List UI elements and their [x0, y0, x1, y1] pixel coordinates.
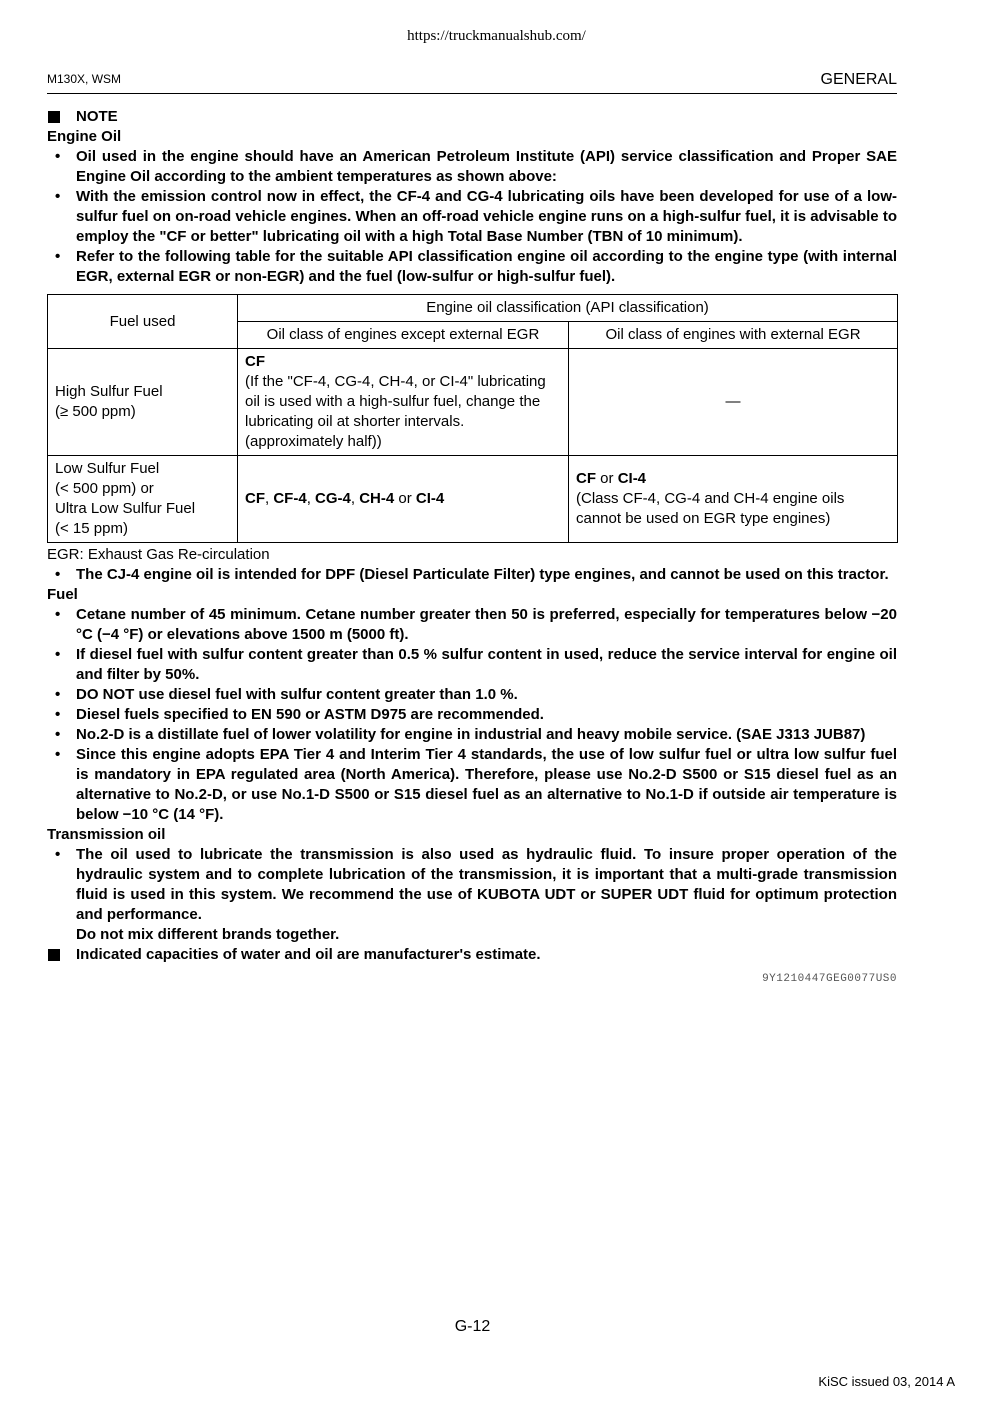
engine-oil-title: Engine Oil — [47, 128, 122, 145]
cj4-list — [47, 565, 897, 585]
header-rule — [47, 93, 897, 94]
list-item: • DO NOT use diesel fuel with sulfur content greater than 1.0 %. — [55, 686, 518, 703]
header-oil-classification: Engine oil classification (API classification) — [238, 295, 898, 322]
capacities-note: Indicated capacities of water and oil are manufacturer's estimate. — [47, 945, 897, 965]
bullet-icon: • — [55, 706, 61, 723]
except-egr-cell: CF (If the "CF-4, CG-4, CH-4, or CI-4" lubricating oil is used with a high-sulfur fuel, change the lubricating oil at shorter intervals. (approximately half)) — [238, 349, 569, 456]
document-code: 9Y1210447GEG0077US0 — [762, 973, 897, 985]
transmission-title: Transmission oil — [47, 826, 166, 843]
list-item: • The CJ-4 engine oil is intended for DPF (Diesel Particulate Filter) type engines, and cannot be used on this tractor. — [55, 566, 889, 583]
fuel-title: Fuel — [47, 586, 78, 603]
header-except-external-egr: Oil class of engines except external EGR — [238, 322, 569, 349]
list-item: • The oil used to lubricate the transmission is also used as hydraulic fluid. To insure proper operation of the hydraulic system and to complete lubrication of the transmission, it is important that a multi-grade transmission fluid is used in this system. We recommend the use of KUBOTA UDT or SUPER UDT fluid for optimum protection and performance. Do not mix different brands together. — [55, 846, 897, 943]
list-item: • If diesel fuel with sulfur content greater than 0.5 % sulfur content in used, reduce the service interval for engine oil and filter by 50%. — [55, 646, 897, 683]
engine-oil-list — [47, 147, 897, 287]
except-egr-cell: CF, CF-4, CG-4, CH-4 or CI-4 — [238, 456, 569, 543]
egr-footnote: EGR: Exhaust Gas Re-circulation — [47, 546, 270, 563]
header-fuel-used: Fuel used — [48, 295, 238, 349]
bullet-icon: • — [55, 686, 61, 703]
bullet-icon: • — [55, 566, 61, 583]
with-egr-cell: CF or CI-4 (Class CF-4, CG-4 and CH-4 engine oils cannot be used on EGR type engines) — [569, 456, 898, 543]
bullet-icon: • — [55, 746, 61, 763]
table-row — [48, 456, 898, 543]
fuel-cell: High Sulfur Fuel (≥ 500 ppm) — [48, 349, 238, 456]
bullet-icon: • — [55, 646, 61, 663]
bullet-icon: • — [55, 148, 61, 165]
header-with-external-egr: Oil class of engines with external EGR — [569, 322, 898, 349]
fuel-cell: Low Sulfur Fuel (< 500 ppm) or Ultra Low Sulfur Fuel (< 15 ppm) — [48, 456, 238, 543]
page-number: G-12 — [454, 1318, 491, 1335]
bullet-icon: • — [55, 188, 61, 205]
list-item: • Diesel fuels specified to EN 590 or ASTM D975 are recommended. — [55, 706, 544, 723]
bullet-icon: • — [55, 846, 61, 863]
source-url[interactable]: https://truckmanualshub.com/ — [407, 28, 586, 44]
bullet-icon: • — [55, 606, 61, 623]
manual-code: M130X, WSM — [47, 72, 122, 86]
table-row — [48, 349, 898, 456]
with-egr-cell: — — [569, 349, 898, 456]
square-bullet-icon — [48, 111, 60, 123]
list-item: • Cetane number of 45 minimum. Cetane number greater then 50 is preferred, especially for temperatures below −20 °C (−4 °F) or elevations above 1500 m (5000 ft). — [55, 606, 897, 643]
list-item: • Oil used in the engine should have an American Petroleum Institute (API) service classification and Proper SAE Engine Oil according to the ambient temperatures as shown above: — [55, 148, 897, 185]
list-item: • Refer to the following table for the suitable API classification engine oil according to the engine type (with internal EGR, external EGR or non-EGR) and the fuel (low-sulfur or high-sulfur fuel). — [55, 248, 897, 285]
list-item: • Since this engine adopts EPA Tier 4 and Interim Tier 4 standards, the use of low sulfur fuel or ultra low sulfur fuel is mandatory in EPA regulated area (North America). Therefore, please use No.2-D S500 or S15 diesel fuel as an alternative to No.2-D, or use No.1-D S500 or S15 diesel fuel as an alternative to No.1-D if outside air temperature is below −10 °C (14 °F). — [55, 746, 897, 823]
section-title: GENERAL — [820, 71, 897, 88]
page-content — [47, 107, 897, 989]
issue-info: KiSC issued 03, 2014 A — [818, 1374, 955, 1389]
square-bullet-icon — [48, 949, 60, 961]
oil-classification-table — [47, 294, 898, 543]
transmission-list — [47, 845, 897, 945]
note-label: NOTE — [76, 108, 118, 125]
list-item: • With the emission control now in effect, the CF-4 and CG-4 lubricating oils have been developed for use of a low-sulfur fuel on on-road vehicle engines. When an off-road vehicle engine runs on a high-sulfur fuel, it is advisable to employ the "CF or better" lubricating oil with a high Total Base Number (TBN of 10 minimum). — [55, 188, 897, 245]
note-heading — [47, 107, 897, 127]
bullet-icon: • — [55, 248, 61, 265]
bullet-icon: • — [55, 726, 61, 743]
list-item: • No.2-D is a distillate fuel of lower volatility for engine in industrial and heavy mobile service. (SAE J313 JUB87) — [55, 726, 866, 743]
fuel-list — [47, 605, 897, 825]
